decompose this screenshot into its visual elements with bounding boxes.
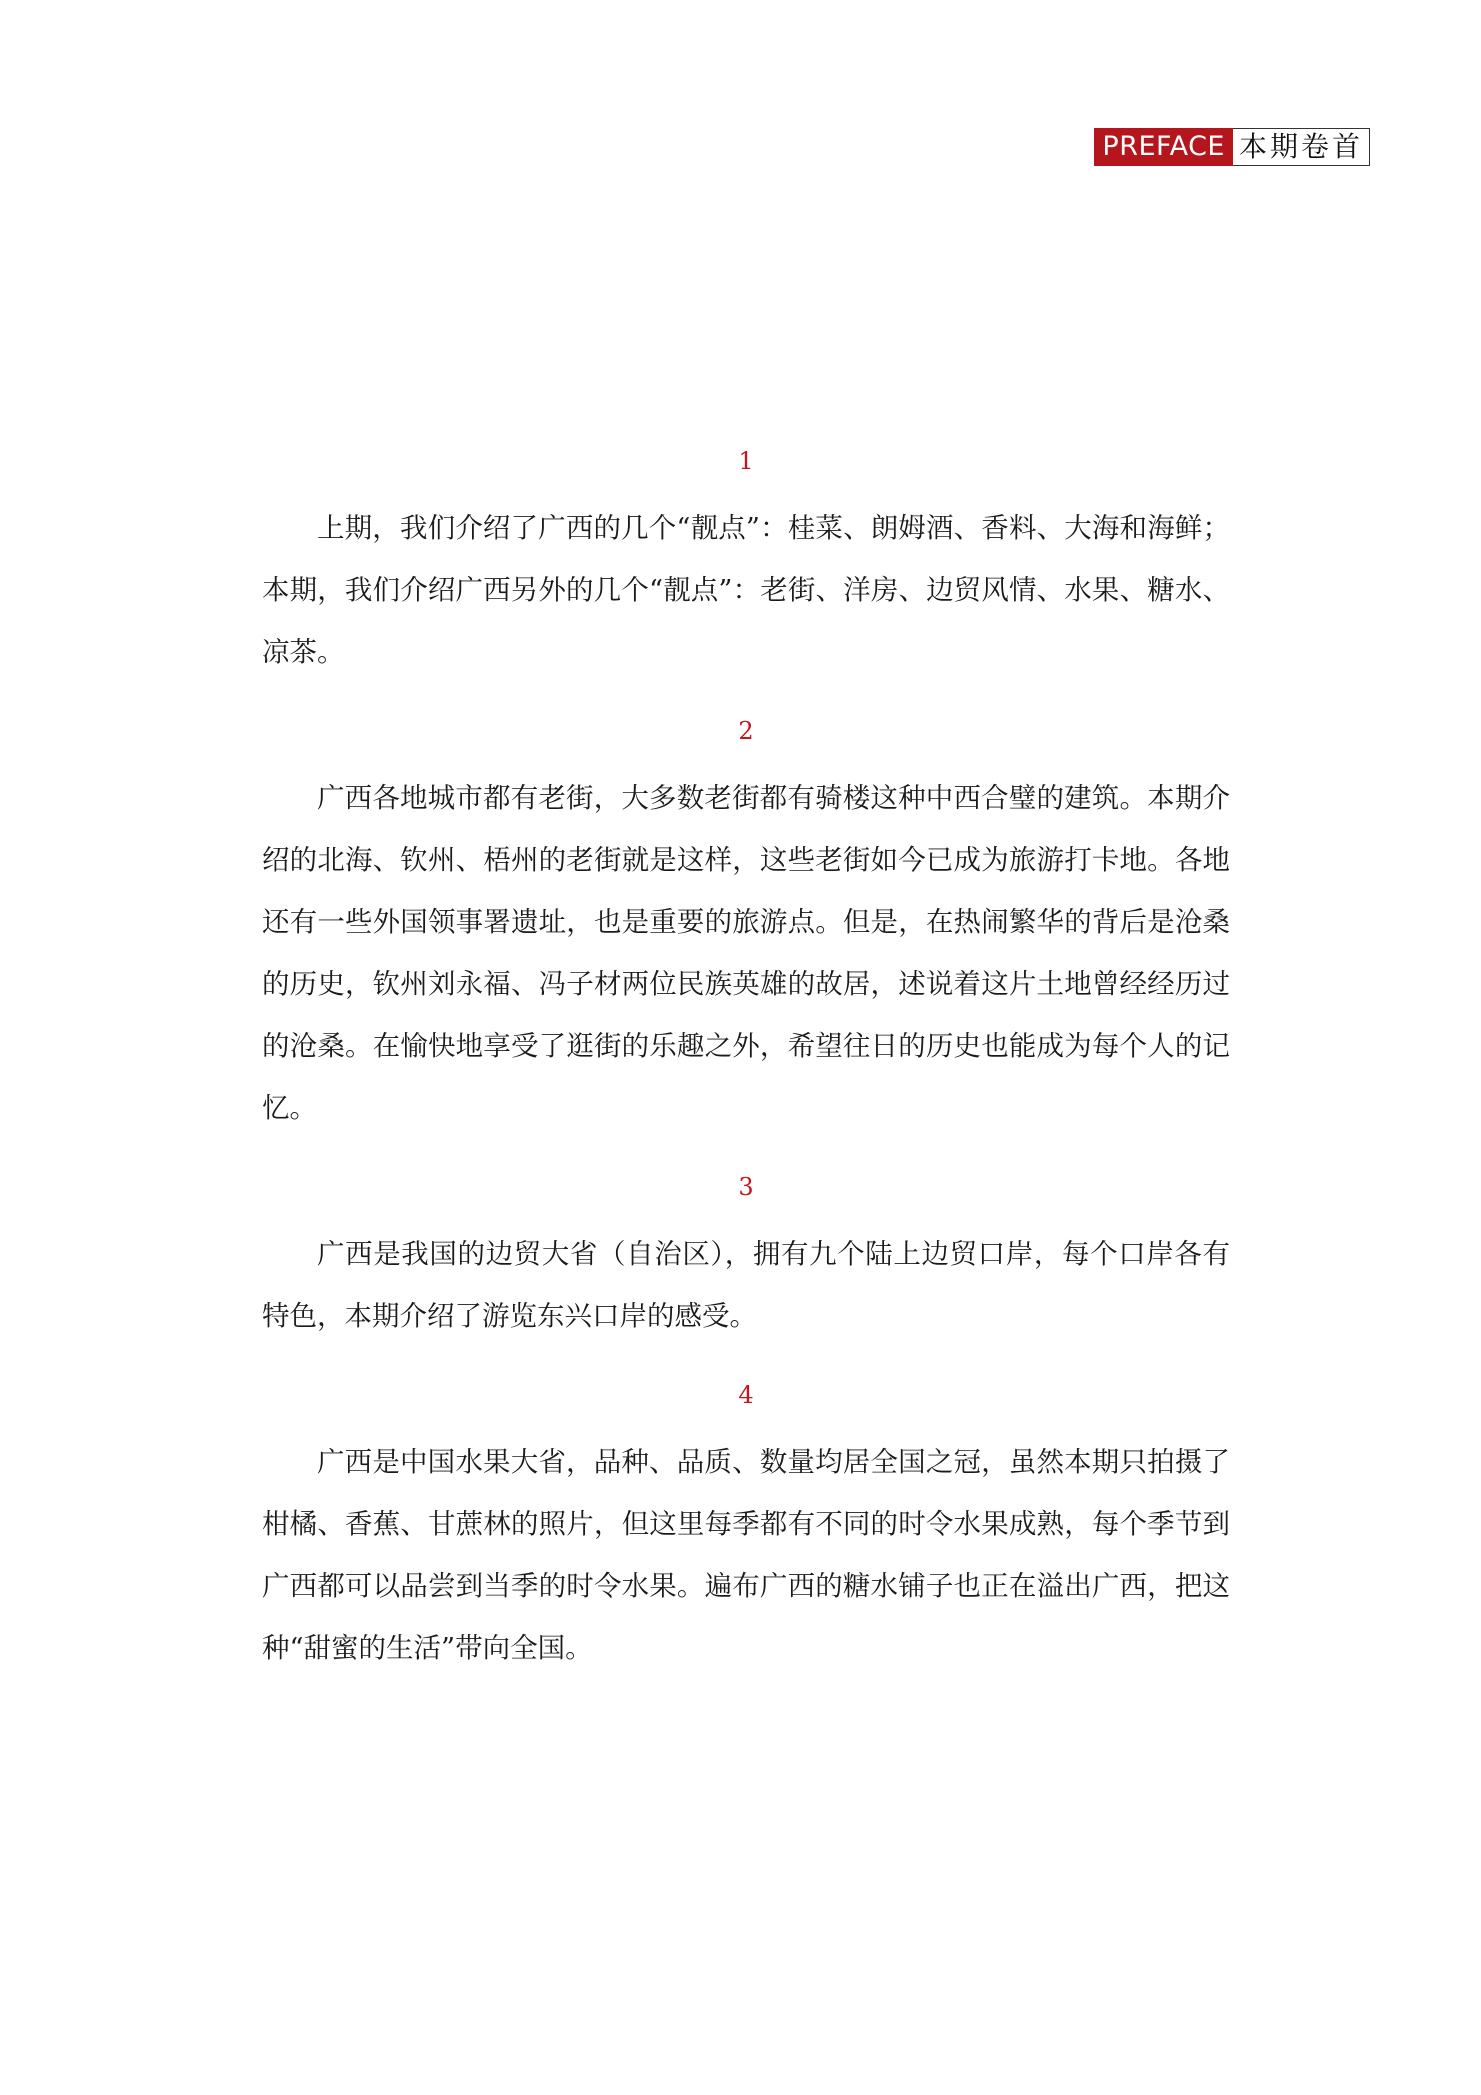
section-3 xyxy=(262,1171,1230,1347)
preface-label-zh: 本期卷首 xyxy=(1233,128,1370,166)
section-number: 3 xyxy=(738,1173,754,1201)
preface-content xyxy=(262,445,1230,1711)
preface-header-tag xyxy=(1094,128,1370,166)
section-4 xyxy=(262,1379,1230,1679)
section-1 xyxy=(262,445,1230,683)
section-number: 1 xyxy=(738,447,754,475)
section-number: 2 xyxy=(738,717,754,745)
preface-label-en: PREFACE xyxy=(1094,128,1233,166)
section-paragraph: 广西是我国的边贸大省（自治区），拥有九个陆上边贸口岸，每个口岸各有特色，本期介绍了游览东兴口岸的感受。 xyxy=(262,1238,1230,1332)
section-paragraph: 广西各地城市都有老街，大多数老街都有骑楼这种中西合璧的建筑。本期介绍的北海、钦州、梧州的老街就是这样，这些老街如今已成为旅游打卡地。各地还有一些外国领事署遗址，也是重要的旅游点。但是，在热闹繁华的背后是沧桑的历史，钦州刘永福、冯子材两位民族英雄的故居，述说着这片土地曾经经历过的沧桑。在愉快地享受了逛街的乐趣之外，希望往日的历史也能成为每个人的记忆。 xyxy=(262,782,1230,1124)
section-number: 4 xyxy=(738,1381,754,1409)
section-2 xyxy=(262,715,1230,1139)
section-paragraph: 上期，我们介绍了广西的几个“靓点”：桂菜、朗姆酒、香料、大海和海鲜；本期，我们介绍广西另外的几个“靓点”：老街、洋房、边贸风情、水果、糖水、凉茶。 xyxy=(262,512,1230,668)
section-paragraph: 广西是中国水果大省，品种、品质、数量均居全国之冠，虽然本期只拍摄了柑橘、香蕉、甘蔗林的照片，但这里每季都有不同的时令水果成熟，每个季节到广西都可以品尝到当季的时令水果。遍布广西的糖水铺子也正在溢出广西，把这种“甜蜜的生活”带向全国。 xyxy=(262,1446,1230,1664)
